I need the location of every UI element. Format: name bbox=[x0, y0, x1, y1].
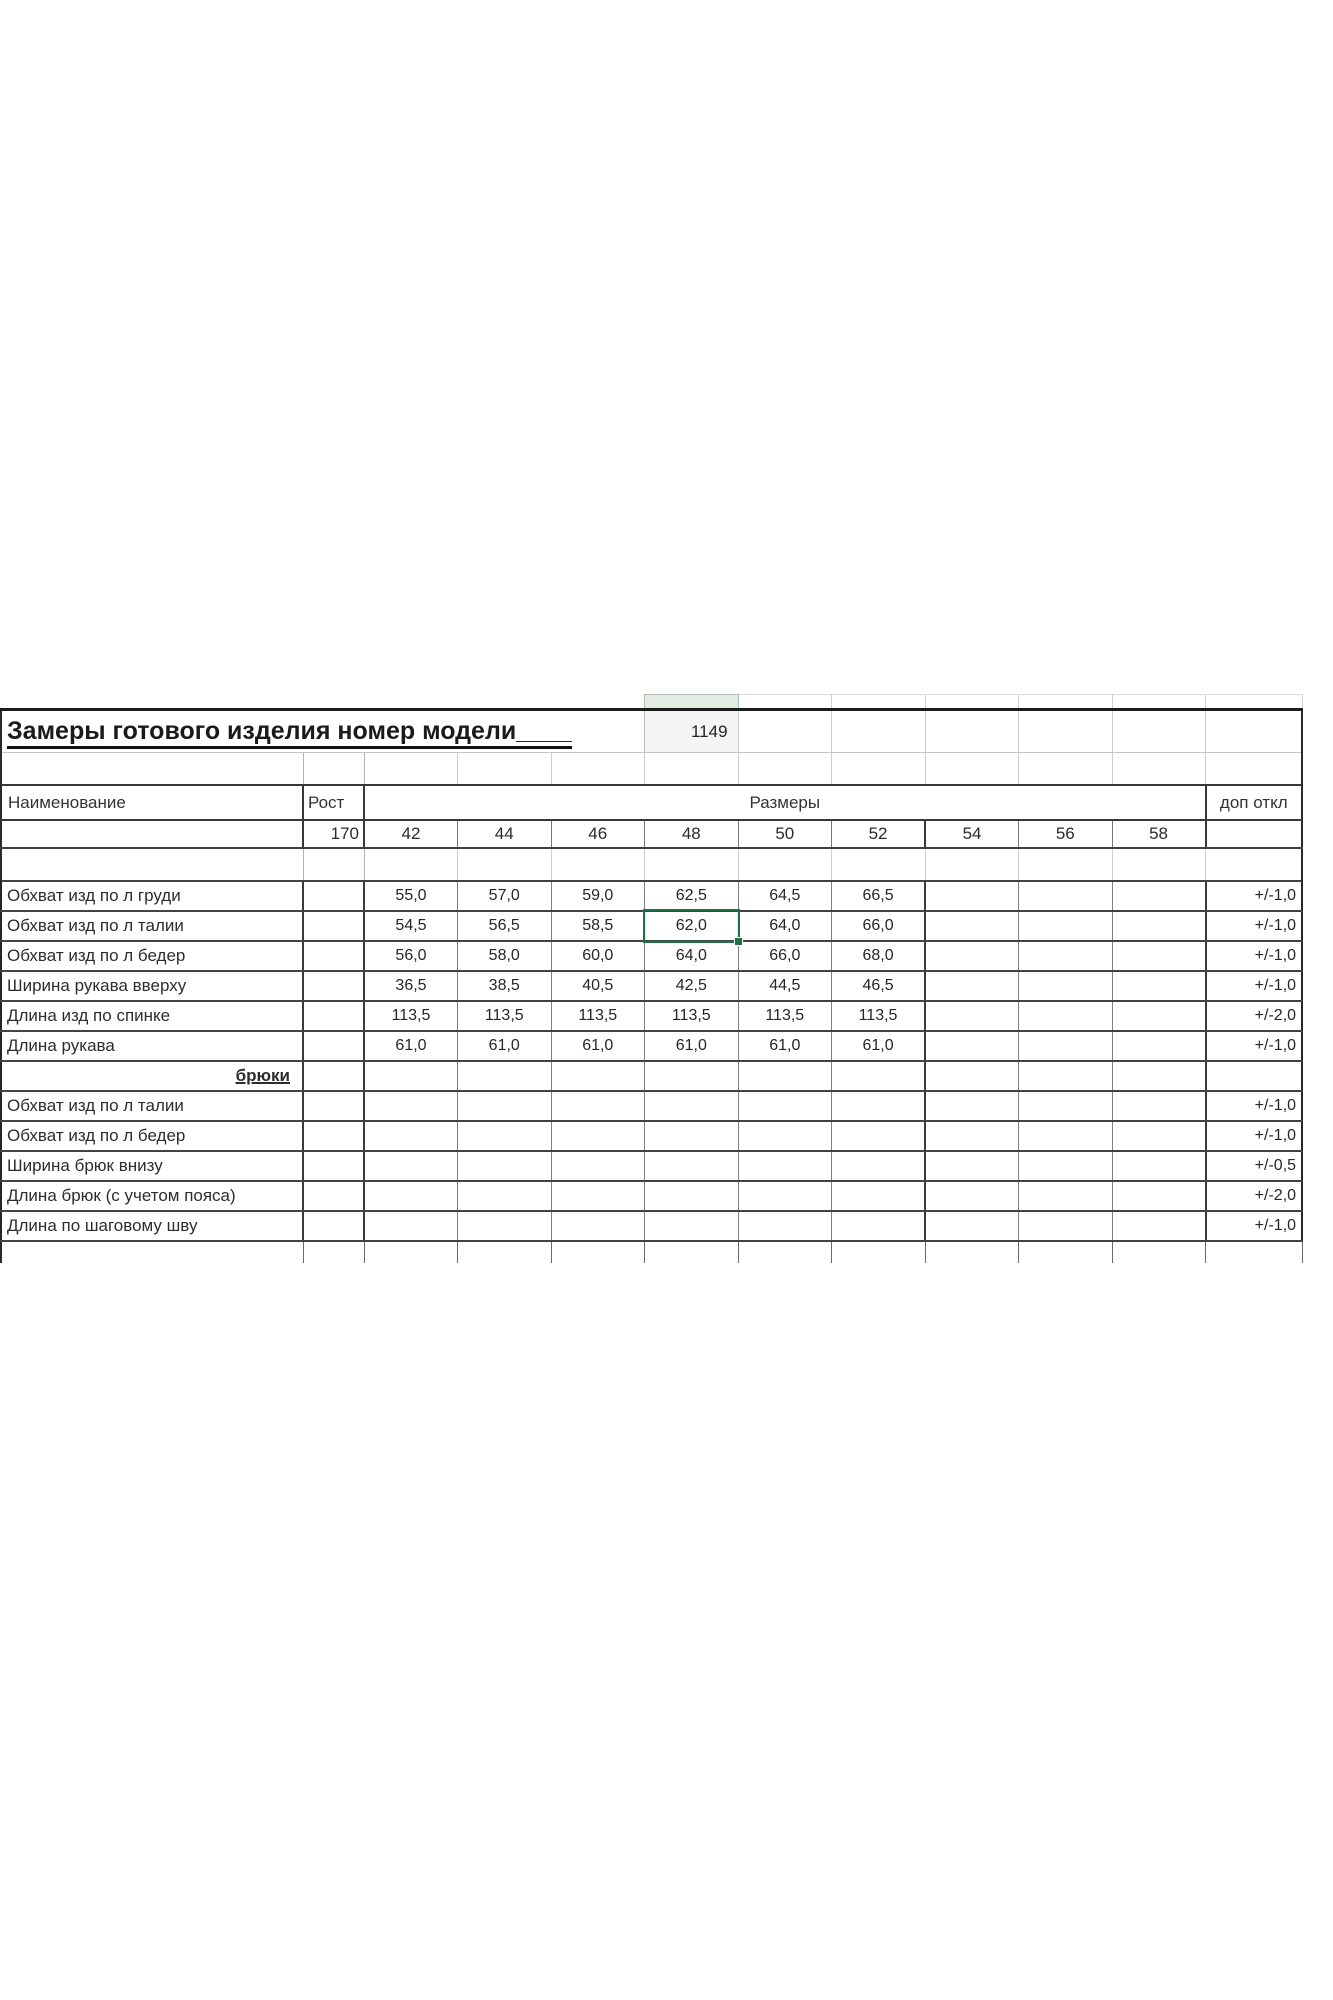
value-cell[interactable] bbox=[364, 1211, 458, 1241]
value-cell[interactable] bbox=[645, 1121, 739, 1151]
value-cell[interactable]: 64,5 bbox=[738, 881, 832, 911]
empty-cell[interactable] bbox=[458, 753, 552, 786]
rost-cell[interactable] bbox=[303, 1061, 364, 1091]
value-cell[interactable] bbox=[1112, 941, 1206, 971]
empty-cell[interactable] bbox=[925, 710, 1019, 753]
table-row bbox=[1, 1121, 1302, 1151]
row-label: Длина брюк (с учетом пояса) bbox=[7, 1186, 236, 1205]
row-label: Обхват изд по л бедер bbox=[7, 1126, 186, 1145]
value-cell[interactable] bbox=[364, 1181, 458, 1211]
value-cell[interactable] bbox=[832, 1061, 926, 1091]
value-cell[interactable] bbox=[645, 1211, 739, 1241]
header-row bbox=[1, 785, 1302, 820]
value-cell[interactable] bbox=[1019, 881, 1113, 911]
value-cell[interactable] bbox=[832, 1091, 926, 1121]
row-label-cell[interactable] bbox=[1, 941, 303, 971]
selected-cell[interactable]: 62,0 bbox=[645, 911, 739, 941]
value-cell[interactable] bbox=[925, 1031, 1019, 1061]
value-cell[interactable] bbox=[645, 1151, 739, 1181]
empty-cell[interactable] bbox=[925, 753, 1019, 786]
value-cell[interactable] bbox=[458, 1181, 552, 1211]
empty-cell bbox=[1, 1241, 303, 1263]
value-cell[interactable] bbox=[738, 1211, 832, 1241]
value-cell[interactable] bbox=[458, 1091, 552, 1121]
value-cell[interactable]: 113,5 bbox=[738, 1001, 832, 1031]
value-cell[interactable] bbox=[458, 1151, 552, 1181]
empty-cell[interactable] bbox=[1019, 848, 1113, 881]
header-tolerance[interactable]: доп откл bbox=[1206, 785, 1303, 820]
table-row bbox=[1, 1181, 1302, 1211]
row-label-cell[interactable] bbox=[1, 911, 303, 941]
value-cell[interactable] bbox=[832, 1211, 926, 1241]
value-cell[interactable]: 61,0 bbox=[458, 1031, 552, 1061]
tolerance-cell[interactable]: +/-1,0 bbox=[1206, 911, 1303, 941]
row-label-cell[interactable] bbox=[1, 1031, 303, 1061]
value-cell[interactable] bbox=[1112, 1151, 1206, 1181]
size-header-cell[interactable]: 56 bbox=[1019, 820, 1113, 848]
tolerance-cell[interactable]: +/-1,0 bbox=[1206, 941, 1303, 971]
rost-cell[interactable] bbox=[303, 1121, 364, 1151]
value-cell[interactable] bbox=[1019, 971, 1113, 1001]
value-cell[interactable]: 64,0 bbox=[645, 941, 739, 971]
value-cell[interactable] bbox=[1112, 1121, 1206, 1151]
row-label-cell[interactable] bbox=[1, 1181, 303, 1211]
row-label-cell[interactable] bbox=[1, 1091, 303, 1121]
table-row bbox=[1, 971, 1302, 1001]
value-cell[interactable]: 42,5 bbox=[645, 971, 739, 1001]
value-cell[interactable] bbox=[551, 1151, 645, 1181]
table-row bbox=[1, 1031, 1302, 1061]
value-cell[interactable] bbox=[1112, 1061, 1206, 1091]
value-cell[interactable]: 61,0 bbox=[645, 1031, 739, 1061]
value-cell[interactable]: 113,5 bbox=[551, 1001, 645, 1031]
empty-cell[interactable] bbox=[738, 848, 832, 881]
value-cell[interactable]: 66,0 bbox=[832, 911, 926, 941]
strip-cell bbox=[1206, 695, 1303, 710]
tolerance-cell[interactable]: +/-1,0 bbox=[1206, 881, 1303, 911]
value-cell[interactable]: 56,5 bbox=[458, 911, 552, 941]
empty-cell bbox=[364, 1241, 458, 1263]
strip-cell bbox=[1112, 695, 1206, 710]
size-header-cell[interactable]: 42 bbox=[364, 820, 458, 848]
empty-cell[interactable] bbox=[832, 848, 926, 881]
value-cell[interactable] bbox=[925, 1181, 1019, 1211]
row-label-cell[interactable] bbox=[1, 1121, 303, 1151]
table-row bbox=[1, 941, 1302, 971]
tolerance-cell[interactable] bbox=[1206, 1061, 1303, 1091]
empty-cell[interactable] bbox=[1, 820, 303, 848]
value-cell[interactable] bbox=[832, 1181, 926, 1211]
rost-cell[interactable] bbox=[303, 971, 364, 1001]
value-cell[interactable] bbox=[458, 1061, 552, 1091]
tolerance-cell[interactable]: +/-1,0 bbox=[1206, 1091, 1303, 1121]
value-cell[interactable] bbox=[738, 1121, 832, 1151]
section-label-cell[interactable] bbox=[1, 1061, 303, 1091]
value-cell[interactable] bbox=[832, 1121, 926, 1151]
rost-cell[interactable] bbox=[303, 1181, 364, 1211]
value-cell[interactable] bbox=[364, 1121, 458, 1151]
value-cell[interactable]: 62,5 bbox=[645, 881, 739, 911]
value-cell[interactable]: 40,5 bbox=[551, 971, 645, 1001]
empty-cell bbox=[551, 1241, 645, 1263]
value-cell[interactable] bbox=[925, 1211, 1019, 1241]
empty-cell[interactable] bbox=[738, 710, 832, 753]
tolerance-cell[interactable]: +/-1,0 bbox=[1206, 971, 1303, 1001]
value-cell[interactable] bbox=[1112, 911, 1206, 941]
value-cell[interactable]: 61,0 bbox=[832, 1031, 926, 1061]
value-cell[interactable]: 60,0 bbox=[551, 941, 645, 971]
value-cell[interactable]: 113,5 bbox=[832, 1001, 926, 1031]
row-label: Обхват изд по л груди bbox=[7, 886, 181, 905]
rost-cell[interactable] bbox=[303, 1211, 364, 1241]
empty-cell[interactable] bbox=[832, 753, 926, 786]
value-cell[interactable]: 36,5 bbox=[364, 971, 458, 1001]
value-cell[interactable] bbox=[1019, 941, 1113, 971]
value-cell[interactable]: 58,5 bbox=[551, 911, 645, 941]
empty-cell bbox=[1019, 1241, 1113, 1263]
row-label-cell[interactable] bbox=[1, 881, 303, 911]
value-cell[interactable] bbox=[925, 1001, 1019, 1031]
value-cell[interactable] bbox=[925, 1091, 1019, 1121]
value-cell[interactable]: 44,5 bbox=[738, 971, 832, 1001]
rost-value-cell[interactable]: 170 bbox=[303, 820, 364, 848]
row-label-cell[interactable] bbox=[1, 1211, 303, 1241]
table-row bbox=[1, 911, 1302, 941]
value-cell[interactable] bbox=[1112, 1211, 1206, 1241]
rost-cell[interactable] bbox=[303, 1151, 364, 1181]
value-cell[interactable] bbox=[738, 1181, 832, 1211]
size-header-cell[interactable]: 52 bbox=[832, 820, 926, 848]
table-row bbox=[1, 1091, 1302, 1121]
value-cell[interactable]: 113,5 bbox=[458, 1001, 552, 1031]
empty-cell[interactable] bbox=[1206, 820, 1303, 848]
value-cell[interactable] bbox=[1019, 1181, 1113, 1211]
value-cell[interactable]: 68,0 bbox=[832, 941, 926, 971]
rost-cell[interactable] bbox=[303, 881, 364, 911]
value-cell[interactable]: 56,0 bbox=[364, 941, 458, 971]
value-cell[interactable] bbox=[1019, 1061, 1113, 1091]
sizes-row bbox=[1, 820, 1302, 848]
model-number-cell[interactable]: 1149 bbox=[645, 710, 739, 753]
row-label: Ширина брюк внизу bbox=[7, 1156, 163, 1175]
empty-cell[interactable] bbox=[645, 753, 739, 786]
empty-cell[interactable] bbox=[551, 848, 645, 881]
value-cell[interactable] bbox=[364, 1091, 458, 1121]
value-cell[interactable] bbox=[925, 911, 1019, 941]
page-title: Замеры готового изделия номер модели____ bbox=[7, 717, 572, 749]
value-cell[interactable] bbox=[1112, 1181, 1206, 1211]
value-cell[interactable]: 61,0 bbox=[364, 1031, 458, 1061]
value-cell[interactable] bbox=[738, 1061, 832, 1091]
empty-cell[interactable] bbox=[1112, 710, 1206, 753]
spreadsheet bbox=[0, 694, 1302, 1263]
value-cell[interactable] bbox=[925, 881, 1019, 911]
empty-cell bbox=[303, 1241, 364, 1263]
empty-cell[interactable] bbox=[925, 848, 1019, 881]
row-label: брюки bbox=[235, 1066, 290, 1085]
row-label-cell[interactable] bbox=[1, 971, 303, 1001]
value-cell[interactable] bbox=[1112, 1031, 1206, 1061]
value-cell[interactable] bbox=[551, 1091, 645, 1121]
value-cell[interactable]: 61,0 bbox=[551, 1031, 645, 1061]
size-header-cell[interactable]: 46 bbox=[551, 820, 645, 848]
value-cell[interactable]: 64,0 bbox=[738, 911, 832, 941]
value-cell[interactable] bbox=[1019, 1031, 1113, 1061]
value-cell[interactable]: 66,5 bbox=[832, 881, 926, 911]
empty-cell[interactable] bbox=[364, 848, 458, 881]
value-cell[interactable] bbox=[1112, 971, 1206, 1001]
value-cell[interactable]: 38,5 bbox=[458, 971, 552, 1001]
empty-cell[interactable] bbox=[738, 753, 832, 786]
value-cell[interactable]: 46,5 bbox=[832, 971, 926, 1001]
empty-cell[interactable] bbox=[832, 710, 926, 753]
row-label: Длина рукава bbox=[7, 1036, 115, 1055]
empty-cell[interactable] bbox=[1206, 710, 1303, 753]
rost-cell[interactable] bbox=[303, 1091, 364, 1121]
row-label: Обхват изд по л талии bbox=[7, 1096, 184, 1115]
value-cell[interactable] bbox=[925, 1061, 1019, 1091]
empty-cell bbox=[832, 1241, 926, 1263]
rost-cell[interactable] bbox=[303, 1031, 364, 1061]
size-header-cell[interactable]: 54 bbox=[925, 820, 1019, 848]
rost-cell[interactable] bbox=[303, 941, 364, 971]
strip-blank bbox=[1, 695, 645, 710]
row-label: Длина изд по спинке bbox=[7, 1006, 171, 1025]
strip-cell bbox=[925, 695, 1019, 710]
empty-cell[interactable] bbox=[303, 848, 364, 881]
highlighted-column-header[interactable] bbox=[645, 695, 739, 710]
value-cell[interactable]: 58,0 bbox=[458, 941, 552, 971]
empty-cell[interactable] bbox=[645, 848, 739, 881]
value-cell[interactable] bbox=[1019, 1211, 1113, 1241]
strip-cell bbox=[1019, 695, 1113, 710]
row-label: Ширина рукава вверху bbox=[7, 976, 187, 995]
table-row bbox=[1, 1211, 1302, 1241]
empty-cell bbox=[458, 1241, 552, 1263]
value-cell[interactable] bbox=[551, 1181, 645, 1211]
empty-cell[interactable] bbox=[1019, 710, 1113, 753]
empty-cell[interactable] bbox=[1, 848, 303, 881]
value-cell[interactable] bbox=[458, 1121, 552, 1151]
row-label: Обхват изд по л талии bbox=[7, 916, 184, 935]
value-cell[interactable] bbox=[1019, 1091, 1113, 1121]
size-header-cell[interactable]: 50 bbox=[738, 820, 832, 848]
tolerance-cell[interactable]: +/-2,0 bbox=[1206, 1181, 1303, 1211]
table-row bbox=[1, 1151, 1302, 1181]
value-cell[interactable] bbox=[925, 1151, 1019, 1181]
spacer-row bbox=[1, 848, 1302, 881]
measurement-rows bbox=[1, 881, 1302, 1241]
column-header-strip bbox=[1, 695, 1302, 710]
value-cell[interactable] bbox=[1112, 881, 1206, 911]
empty-cell[interactable] bbox=[303, 753, 364, 786]
value-cell[interactable] bbox=[645, 1091, 739, 1121]
empty-cell[interactable] bbox=[364, 753, 458, 786]
empty-cell[interactable] bbox=[1206, 848, 1303, 881]
empty-cell[interactable] bbox=[458, 848, 552, 881]
header-rost[interactable]: Рост bbox=[303, 785, 364, 820]
row-label: Обхват изд по л бедер bbox=[7, 946, 186, 965]
value-cell[interactable]: 61,0 bbox=[738, 1031, 832, 1061]
value-cell[interactable] bbox=[1019, 911, 1113, 941]
tolerance-cell[interactable]: +/-0,5 bbox=[1206, 1151, 1303, 1181]
empty-cell[interactable] bbox=[551, 753, 645, 786]
value-cell[interactable] bbox=[458, 1211, 552, 1241]
tolerance-cell[interactable]: +/-1,0 bbox=[1206, 1211, 1303, 1241]
value-cell[interactable] bbox=[925, 1121, 1019, 1151]
rost-cell[interactable] bbox=[303, 911, 364, 941]
title-row bbox=[1, 710, 1302, 753]
empty-cell bbox=[738, 1241, 832, 1263]
header-sizes[interactable]: Размеры bbox=[364, 785, 1206, 820]
size-header-cell[interactable]: 44 bbox=[458, 820, 552, 848]
value-cell[interactable] bbox=[364, 1151, 458, 1181]
value-cell[interactable] bbox=[1112, 1001, 1206, 1031]
value-cell[interactable] bbox=[364, 1061, 458, 1091]
size-header-cell[interactable]: 58 bbox=[1112, 820, 1206, 848]
tolerance-cell[interactable]: +/-1,0 bbox=[1206, 1121, 1303, 1151]
row-label-cell[interactable] bbox=[1, 1151, 303, 1181]
value-cell[interactable] bbox=[645, 1061, 739, 1091]
value-cell[interactable] bbox=[1019, 1001, 1113, 1031]
value-cell[interactable]: 54,5 bbox=[364, 911, 458, 941]
value-cell[interactable]: 55,0 bbox=[364, 881, 458, 911]
value-cell[interactable] bbox=[551, 1061, 645, 1091]
empty-cell[interactable] bbox=[1, 753, 303, 786]
tolerance-cell[interactable]: +/-1,0 bbox=[1206, 1031, 1303, 1061]
strip-cell bbox=[832, 695, 926, 710]
table-row bbox=[1, 1001, 1302, 1031]
value-cell[interactable]: 113,5 bbox=[645, 1001, 739, 1031]
spacer-row bbox=[1, 753, 1302, 786]
table-row bbox=[1, 1061, 1302, 1091]
open-grid-row bbox=[1, 1241, 1302, 1263]
empty-cell bbox=[1112, 1241, 1206, 1263]
empty-cell bbox=[1206, 1241, 1303, 1263]
value-cell[interactable]: 66,0 bbox=[738, 941, 832, 971]
measurement-table bbox=[0, 694, 1303, 1263]
value-cell[interactable]: 57,0 bbox=[458, 881, 552, 911]
empty-cell[interactable] bbox=[1206, 753, 1303, 786]
header-name[interactable]: Наименование bbox=[1, 785, 303, 820]
rost-cell[interactable] bbox=[303, 1001, 364, 1031]
value-cell[interactable] bbox=[551, 1121, 645, 1151]
empty-cell[interactable] bbox=[1019, 753, 1113, 786]
table-row bbox=[1, 881, 1302, 911]
empty-cell bbox=[645, 1241, 739, 1263]
value-cell[interactable] bbox=[738, 1091, 832, 1121]
row-label: Длина по шаговому шву bbox=[7, 1216, 198, 1235]
value-cell[interactable] bbox=[925, 941, 1019, 971]
value-cell[interactable] bbox=[551, 1211, 645, 1241]
title-cell[interactable] bbox=[1, 710, 645, 753]
value-cell[interactable]: 113,5 bbox=[364, 1001, 458, 1031]
value-cell[interactable] bbox=[832, 1151, 926, 1181]
size-header-cell[interactable]: 48 bbox=[645, 820, 739, 848]
row-label-cell[interactable] bbox=[1, 1001, 303, 1031]
tolerance-cell[interactable]: +/-2,0 bbox=[1206, 1001, 1303, 1031]
strip-cell bbox=[738, 695, 832, 710]
value-cell[interactable] bbox=[738, 1151, 832, 1181]
value-cell[interactable] bbox=[1019, 1121, 1113, 1151]
value-cell[interactable] bbox=[645, 1181, 739, 1211]
empty-cell[interactable] bbox=[1112, 848, 1206, 881]
empty-cell bbox=[925, 1241, 1019, 1263]
value-cell[interactable] bbox=[1019, 1151, 1113, 1181]
value-cell[interactable]: 59,0 bbox=[551, 881, 645, 911]
value-cell[interactable] bbox=[1112, 1091, 1206, 1121]
empty-cell[interactable] bbox=[1112, 753, 1206, 786]
value-cell[interactable] bbox=[925, 971, 1019, 1001]
